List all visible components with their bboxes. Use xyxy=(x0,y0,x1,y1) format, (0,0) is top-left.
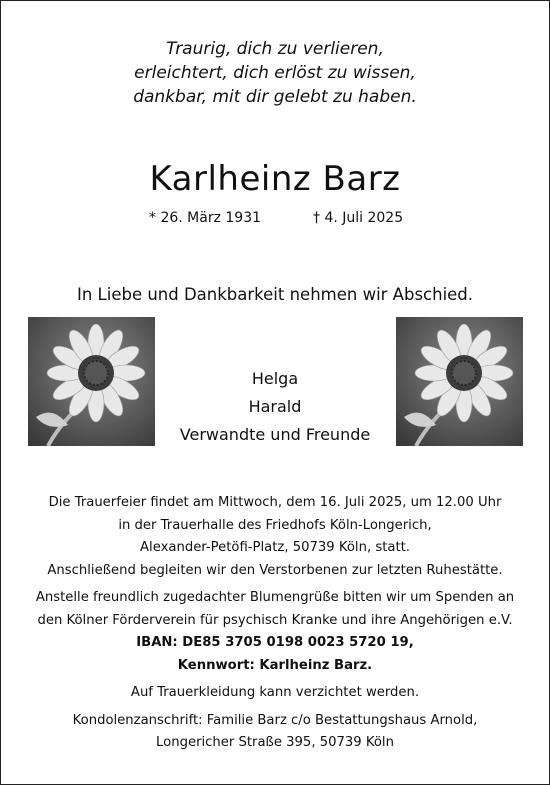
poem-line: dankbar, mit dir gelebt zu haben. xyxy=(133,87,417,107)
condolence-line: Longericher Straße 395, 50739 Köln xyxy=(156,735,394,750)
ceremony-line: Alexander-Petöfi-Platz, 50739 Köln, statt. xyxy=(140,540,410,555)
mourners-list xyxy=(1,365,549,449)
condolence-line: Kondolenzanschrift: Familie Barz c/o Bestattungshaus Arnold, xyxy=(72,712,478,728)
notice-text xyxy=(1,492,549,755)
mourner-name: Harald xyxy=(248,397,302,416)
birth-date: * 26. März 1931 xyxy=(149,210,262,226)
dress-code-line: Auf Trauerkleidung kann verzichtet werden. xyxy=(130,685,420,700)
donation-line: Anstelle freundlich zugedachter Blumengrüße bitten wir um Spenden an xyxy=(35,590,515,605)
death-date: † 4. Juli 2025 xyxy=(313,210,404,226)
farewell-line: In Liebe und Dankbarkeit nehmen wir Abschied. xyxy=(76,285,474,304)
iban-line: IBAN: DE85 3705 0198 0023 5720 19, xyxy=(136,635,414,650)
mourner-name: Helga xyxy=(251,369,299,388)
ceremony-line: in der Trauerhalle des Friedhofs Köln-Longerich, xyxy=(118,517,432,533)
poem xyxy=(1,37,549,109)
donation-line: den Kölner Förderverein für psychisch Kranke und ihre Angehörigen e.V. xyxy=(37,612,513,628)
kennwort-line: Kennwort: Karlheinz Barz. xyxy=(177,657,373,673)
poem-line: Traurig, dich zu verlieren, xyxy=(166,39,384,59)
mourner-name: Verwandte und Freunde xyxy=(179,425,371,444)
poem-line: erleichtert, dich erlöst zu wissen, xyxy=(134,63,416,83)
ceremony-line: Anschließend begleiten wir den Verstorbenen zur letzten Ruhestätte. xyxy=(47,562,503,578)
ceremony-line: Die Trauerfeier findet am Mittwoch, dem 16. Juli 2025, um 12.00 Uhr xyxy=(48,495,502,510)
deceased-name: Karlheinz Barz xyxy=(149,159,401,199)
